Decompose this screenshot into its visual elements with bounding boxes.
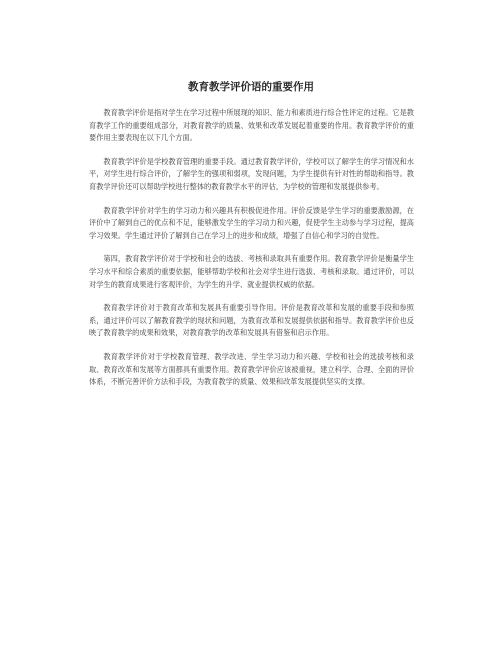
- paragraph: 教育教学评价是指对学生在学习过程中所展现的知识、能力和素质进行综合性评定的过程。它是教育教学工作的重要组成部分，对教育教学的质量、效果和改革发展起着重要的作用。教育教学评价的重要作用主要表现在以下几个方面。: [89, 108, 414, 143]
- paragraph: 第四，教育教学评价对于学校和社会的选拔、考核和录取具有重要作用。教育教学评价是衡量学生学习水平和综合素质的重要依据，能够帮助学校和社会对学生进行选拔、考核和录取。通过评价，可以对学生的教育成果进行客观评价，为学生的升学、就业提供权威的依据。: [89, 254, 414, 289]
- document-body: [89, 107, 414, 400]
- document-title: 教育教学评价语的重要作用: [188, 81, 314, 93]
- paragraph: 教育教学评价对于教育改革和发展具有重要引导作用。评价是教育改革和发展的重要手段和参照系，通过评价可以了解教育教学的现状和问题，为教育改革和发展提供依据和指导。教育教学评价也反映了教育教学的成果和效果，对教育教学的改革和发展具有借鉴和启示作用。: [89, 303, 414, 338]
- paragraph: 教育教学评价对于学校教育管理、教学改进、学生学习动力和兴趣、学校和社会的选拔考核和录取、教育改革和发展等方面都具有重要作用。教育教学评价应该被重视，建立科学、合理、全面的评价体系，不断完善评价方法和手段，为教育教学的质量、效果和改革发展提供坚实的支撑。: [89, 351, 414, 387]
- paragraph: 教育教学评价对学生的学习动力和兴趣具有积极促进作用。评价反馈是学生学习的重要激励源，在评价中了解到自己的优点和不足，能够激发学生的学习动力和兴趣，促使学生主动参与学习过程，提高学习效果。学生通过评价了解到自己在学习上的进步和成绩，增强了自信心和学习的自觉性。: [89, 205, 414, 240]
- paragraph: 教育教学评价是学校教育管理的重要手段。通过教育教学评价，学校可以了解学生的学习情况和水平，对学生进行综合评价，了解学生的强项和弱项，发现问题，为学生提供有针对性的帮助和指导。教育教学评价还可以帮助学校进行整体的教育教学水平的评估，为学校的管理和发展提供参考。: [89, 156, 414, 191]
